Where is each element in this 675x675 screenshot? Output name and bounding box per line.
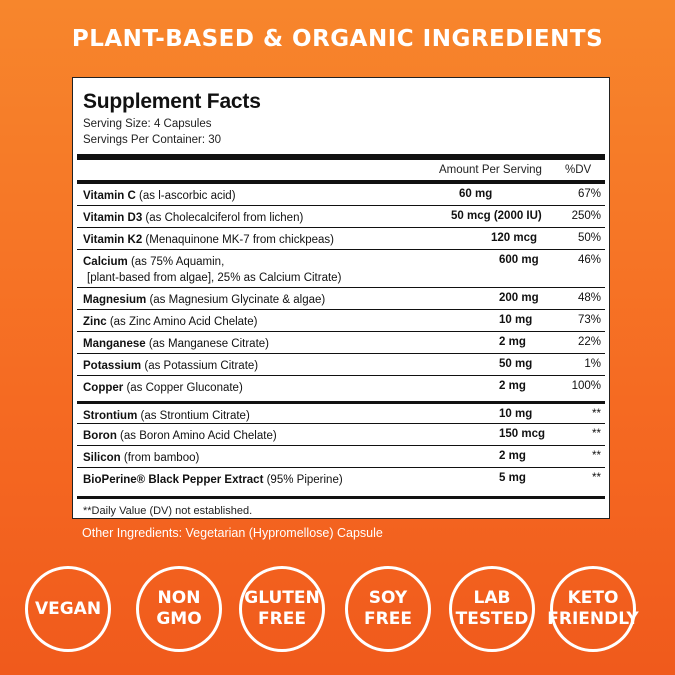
nutrient-row: [77, 375, 605, 401]
nutrient-dv: 22%: [577, 336, 601, 348]
badge-row: [0, 566, 675, 666]
badge-line1: VEGAN: [34, 598, 102, 619]
nutrient-label: Copper: [83, 382, 124, 394]
nutrient-label: BioPerine® Black Pepper Extract: [83, 474, 264, 486]
badge-line1: GLUTEN: [244, 588, 320, 608]
nutrient-dv: 1%: [584, 358, 601, 370]
nutrient-label: Calcium: [83, 256, 128, 268]
nutrient-label: Vitamin D3: [83, 212, 143, 224]
nutrient-source: (as 75% Aquamin,: [127, 256, 225, 268]
nutrient-name: [83, 428, 277, 444]
badge-line2: FRIENDLY: [547, 609, 639, 629]
nutrient-dv: 50%: [577, 232, 601, 244]
nutrient-name: [83, 408, 250, 424]
headline: PLANT-BASED & ORGANIC INGREDIENTS: [71, 26, 604, 52]
badge-line1: SOY: [368, 588, 408, 608]
footnote: **Daily Value (DV) not established.: [77, 496, 605, 517]
nutrient-row: [77, 445, 605, 467]
nutrient-dv: 250%: [571, 210, 601, 222]
serving-size: Serving Size: 4 Capsules: [83, 118, 212, 130]
nutrient-row: [77, 353, 605, 375]
nutrient-dv: 46%: [577, 254, 601, 266]
nutrient-row: [77, 401, 605, 423]
nutrient-amount: 5 mg: [499, 472, 526, 484]
nutrient-source: (as Cholecalciferol from lichen): [142, 212, 304, 224]
badge-line1: KETO: [567, 588, 619, 608]
nutrient-source: (as Zinc Amino Acid Chelate): [106, 316, 258, 328]
nutrient-name: [83, 450, 199, 466]
facts-title: Supplement Facts: [83, 90, 261, 113]
nutrient-amount: 2 mg: [499, 336, 526, 348]
nutrient-row: [77, 287, 605, 309]
nutrient-amount: 10 mg: [499, 314, 533, 326]
nutrient-name: [83, 336, 269, 352]
nutrient-dv: **: [592, 450, 601, 462]
nutrient-row: [77, 249, 605, 287]
supplement-facts-panel: [72, 77, 610, 519]
nutrient-source-continued: [plant-based from algae], 25% as Calcium Citrate): [87, 272, 342, 284]
nutrient-source: (as Strontium Citrate): [137, 410, 250, 422]
nutrient-row: [77, 183, 605, 205]
nutrient-name: [83, 254, 341, 286]
badge-lab-tested: [449, 566, 535, 652]
nutrient-source: (as Manganese Citrate): [145, 338, 270, 350]
nutrient-name: [83, 314, 257, 330]
col-dv-header: %DV: [565, 164, 592, 176]
nutrient-label: Magnesium: [83, 294, 147, 306]
badge-gluten-free: [239, 566, 325, 652]
nutrient-source: (Menaquinone MK-7 from chickpeas): [142, 234, 334, 246]
nutrient-name: [83, 188, 236, 204]
nutrient-dv: **: [592, 408, 601, 420]
nutrient-dv: 48%: [577, 292, 601, 304]
nutrient-source: (as l-ascorbic acid): [135, 190, 236, 202]
nutrient-amount: 150 mcg: [499, 428, 546, 440]
nutrient-row: [77, 205, 605, 227]
nutrient-name: [83, 358, 258, 374]
nutrient-dv: 73%: [577, 314, 601, 326]
nutrient-row: [77, 227, 605, 249]
badge-line2: FREE: [364, 609, 412, 629]
nutrient-label: Strontium: [83, 410, 138, 422]
badge-line2: GMO: [156, 609, 202, 629]
badge-line2: TESTED: [455, 609, 529, 629]
divider-thick: [77, 154, 605, 160]
nutrient-name: [83, 472, 343, 488]
badge-keto-friendly: [547, 566, 639, 652]
badge-line2: FREE: [258, 609, 306, 629]
nutrient-label: Boron: [83, 430, 117, 442]
badge-non-gmo: [136, 566, 222, 652]
nutrient-row: [77, 423, 605, 445]
nutrient-amount: 600 mg: [499, 254, 539, 266]
nutrient-source: (as Magnesium Glycinate & algae): [146, 294, 326, 306]
nutrient-dv: 67%: [577, 188, 601, 200]
nutrient-source: (95% Piperine): [263, 474, 343, 486]
nutrient-source: (as Potassium Citrate): [141, 360, 259, 372]
nutrient-label: Zinc: [83, 316, 107, 328]
nutrient-label: Vitamin K2: [83, 234, 143, 246]
nutrient-label: Silicon: [83, 452, 121, 464]
nutrient-row: [77, 467, 605, 493]
nutrient-label: Vitamin C: [83, 190, 136, 202]
nutrient-label: Manganese: [83, 338, 146, 350]
nutrient-source: (as Boron Amino Acid Chelate): [116, 430, 277, 442]
badge-soy-free: [345, 566, 431, 652]
servings-per-container: Servings Per Container: 30: [83, 134, 222, 146]
nutrient-source: (from bamboo): [120, 452, 200, 464]
nutrient-dv: **: [592, 428, 601, 440]
nutrient-row: [77, 309, 605, 331]
badge-vegan: [25, 566, 111, 652]
nutrient-amount: 2 mg: [499, 380, 526, 392]
col-amount-header: Amount Per Serving: [439, 164, 542, 176]
nutrient-amount: 50 mg: [499, 358, 533, 370]
nutrient-name: [83, 292, 325, 308]
nutrient-name: [83, 380, 243, 396]
other-ingredients: Other Ingredients: Vegetarian (Hypromellose) Capsule: [82, 526, 383, 540]
nutrient-amount: 50 mcg (2000 IU): [451, 210, 542, 222]
nutrient-amount: 60 mg: [459, 188, 493, 200]
badge-line1: NON: [157, 588, 201, 608]
nutrient-name: [83, 232, 334, 248]
nutrient-amount: 2 mg: [499, 450, 526, 462]
badge-line1: LAB: [473, 588, 511, 608]
nutrient-amount: 200 mg: [499, 292, 539, 304]
nutrient-source: (as Copper Gluconate): [123, 382, 243, 394]
nutrient-name: [83, 210, 303, 226]
nutrient-dv: 100%: [571, 380, 601, 392]
nutrient-amount: 10 mg: [499, 408, 533, 420]
nutrient-amount: 120 mcg: [491, 232, 538, 244]
nutrient-row: [77, 331, 605, 353]
nutrient-label: Potassium: [83, 360, 142, 372]
nutrient-dv: **: [592, 472, 601, 484]
